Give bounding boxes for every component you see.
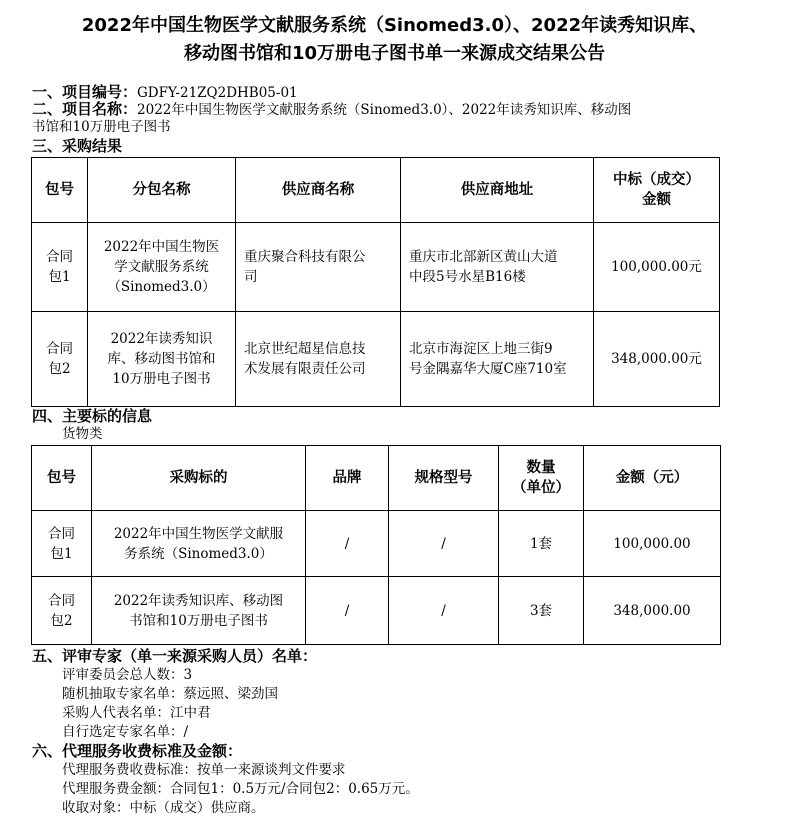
amount-cell: 348,000.00 [584,577,721,645]
header-amount: 金额（元） [584,446,721,511]
project-name-line [32,100,631,119]
agency-fee-heading: 六、代理服务收费标准及金额： [32,742,243,760]
project-name-value-line-1: 2022年中国生物医学文献服务系统（Sinomed3.0）、2022年读秀知识库、移动图 [137,102,632,118]
package-number-cell: 合同 包1 [32,223,88,312]
agency-fee-standard: 代理服务费收费标准：按单一来源谈判文件要求 [62,762,346,778]
header-award-amount: 中标（成交） 金额 [594,158,720,223]
table-row [32,511,721,577]
notice-title-line-2: 移动图书馆和10万册电子图书单一来源成交结果公告 [183,43,606,64]
purchaser-representative: 采购人代表名单：江中君 [62,705,211,721]
award-amount-cell: 100,000.00元 [594,223,720,312]
table-row [32,223,720,312]
package-number-cell: 合同 包2 [32,312,88,407]
table-row [32,312,720,407]
header-package-number: 包号 [32,446,92,511]
table-header-row [32,158,720,223]
header-supplier-address: 供应商地址 [401,158,594,223]
quantity-cell: 1套 [499,511,584,577]
procurement-subject-cell: 2022年中国生物医学文献服 务系统（Sinomed3.0） [92,511,306,577]
fee-payer: 收取对象：中标（成交）供应商。 [62,800,265,816]
supplier-name-cell: 北京世纪超星信息技 术发展有限责任公司 [236,312,401,407]
procurement-result-heading: 三、采购结果 [32,137,123,155]
procurement-result-table [31,157,720,407]
supplier-address-cell: 北京市海淀区上地三街9 号金隅嘉华大厦C座710室 [401,312,594,407]
table-header-row [32,446,721,511]
brand-cell: / [306,511,389,577]
project-number-heading: 一、项目编号： [32,83,138,101]
amount-cell: 100,000.00 [584,511,721,577]
supplier-name-cell: 重庆聚合科技有限公 司 [236,223,401,312]
package-number-cell: 合同 包2 [32,577,92,645]
header-specification: 规格型号 [389,446,499,511]
award-amount-cell: 348,000.00元 [594,312,720,407]
subpackage-name-cell: 2022年中国生物医 学文献服务系统 （Sinomed3.0） [88,223,236,312]
project-name-value-line-2: 书馆和10万册电子图书 [32,119,171,135]
self-selected-experts: 自行选定专家名单：/ [62,724,189,740]
procurement-subject-cell: 2022年读秀知识库、移动图 书馆和10万册电子图书 [92,577,306,645]
random-experts-list: 随机抽取专家名单：蔡远照、梁劲国 [62,686,278,702]
review-experts-heading: 五、评审专家（单一来源采购人员）名单： [32,647,318,665]
specification-cell: / [389,577,499,645]
header-subpackage-name: 分包名称 [88,158,236,223]
project-name-heading: 二、项目名称： [32,100,138,118]
notice-title-line-1: 2022年中国生物医学文献服务系统（Sinomed3.0）、2022年读秀知识库、 [81,15,708,36]
agency-fee-amount: 代理服务费金额：合同包1：0.5万元/合同包2：0.65万元。 [62,781,419,797]
header-brand: 品牌 [306,446,389,511]
header-supplier-name: 供应商名称 [236,158,401,223]
package-number-cell: 合同 包1 [32,511,92,577]
project-number-value: GDFY-21ZQ2DHB05-01 [137,85,298,101]
subject-category: 货物类 [62,426,103,442]
header-procurement-subject: 采购标的 [92,446,306,511]
subject-info-heading: 四、主要标的信息 [32,407,153,425]
specification-cell: / [389,511,499,577]
supplier-address-cell: 重庆市北部新区黄山大道 中段5号水星B16楼 [401,223,594,312]
header-package-number: 包号 [32,158,88,223]
subject-info-table [31,445,721,645]
subpackage-name-cell: 2022年读秀知识 库、移动图书馆和 10万册电子图书 [88,312,236,407]
header-quantity: 数量 （单位） [499,446,584,511]
quantity-cell: 3套 [499,577,584,645]
brand-cell: / [306,577,389,645]
review-committee-total: 评审委员会总人数：3 [62,667,193,683]
table-row [32,577,721,645]
